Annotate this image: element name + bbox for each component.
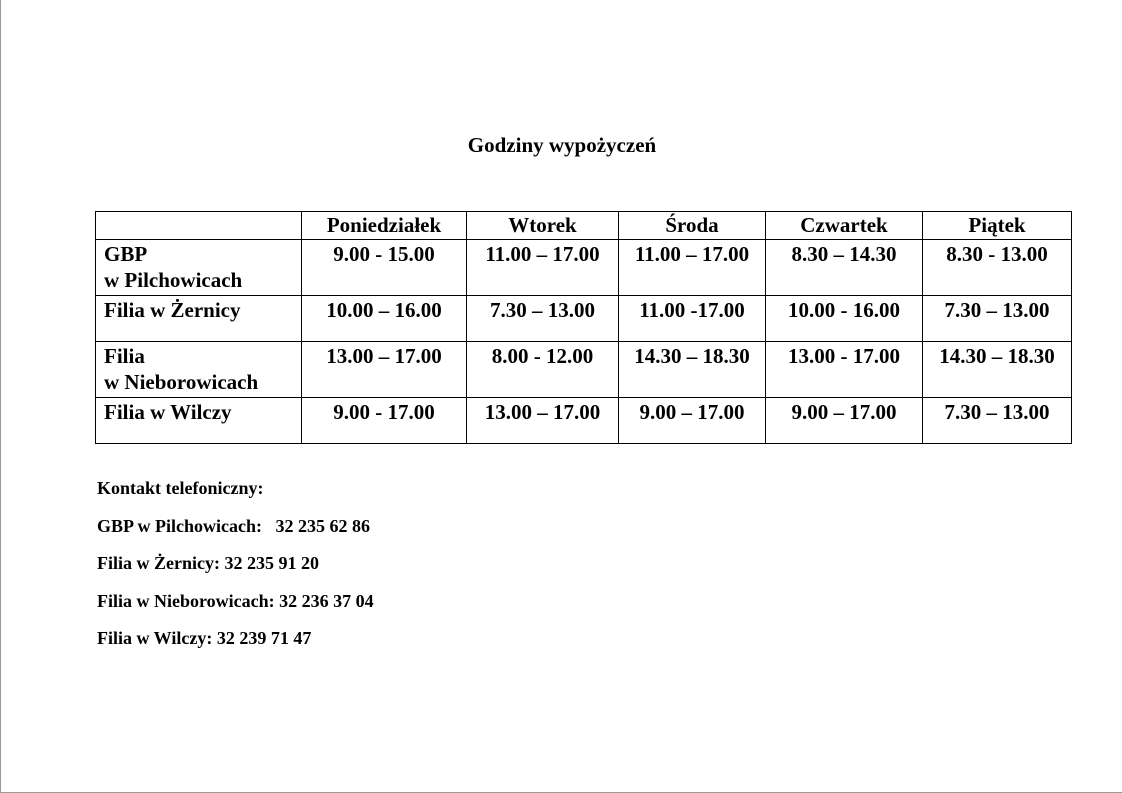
opening-hours-table — [95, 211, 1072, 444]
hours-cell-wednesday: 14.30 – 18.30 — [619, 342, 766, 398]
hours-cell-friday: 8.30 - 13.00 — [923, 240, 1072, 296]
hours-cell-thursday: 10.00 - 16.00 — [766, 296, 923, 342]
contact-item-wilcza: Filia w Wilczy: 32 239 71 47 — [97, 628, 312, 648]
page-title: Godziny wypożyczeń — [467, 133, 657, 157]
hours-cell-monday: 9.00 - 17.00 — [302, 398, 467, 444]
table-row — [96, 398, 1072, 444]
hours-cell-thursday: 13.00 - 17.00 — [766, 342, 923, 398]
hours-cell-wednesday: 9.00 – 17.00 — [619, 398, 766, 444]
branch-name: Filia w Żernicy — [104, 298, 241, 322]
contact-item-zernica: Filia w Żernicy: 32 235 91 20 — [97, 553, 319, 573]
branch-name: Filia — [104, 344, 145, 368]
table-header-tuesday: Wtorek — [467, 212, 619, 240]
branch-cell — [96, 342, 302, 398]
table-header-corner — [96, 212, 302, 240]
hours-cell-wednesday: 11.00 -17.00 — [619, 296, 766, 342]
branch-name-line2: w Pilchowicach — [104, 268, 243, 292]
table-row — [96, 240, 1072, 296]
hours-cell-monday: 10.00 – 16.00 — [302, 296, 467, 342]
branch-name: Filia w Wilczy — [104, 400, 232, 424]
branch-cell — [96, 240, 302, 296]
hours-cell-thursday: 8.30 – 14.30 — [766, 240, 923, 296]
table-header-thursday: Czwartek — [766, 212, 923, 240]
hours-cell-tuesday: 11.00 – 17.00 — [467, 240, 619, 296]
hours-cell-monday: 13.00 – 17.00 — [302, 342, 467, 398]
table-header-monday: Poniedziałek — [302, 212, 467, 240]
table-row — [96, 296, 1072, 342]
contact-section — [97, 477, 374, 665]
table-header-wednesday: Środa — [619, 212, 766, 240]
table-header-row — [96, 212, 1072, 240]
hours-cell-tuesday: 8.00 - 12.00 — [467, 342, 619, 398]
hours-cell-friday: 7.30 – 13.00 — [923, 296, 1072, 342]
table-header-friday: Piątek — [923, 212, 1072, 240]
branch-cell — [96, 398, 302, 444]
branch-name-line2: w Nieborowicach — [104, 370, 259, 394]
contact-item-nieborowice: Filia w Nieborowicach: 32 236 37 04 — [97, 590, 374, 611]
contact-item-pilchowice: GBP w Pilchowicach: 32 235 62 86 — [97, 515, 370, 536]
hours-cell-monday: 9.00 - 15.00 — [302, 240, 467, 296]
hours-cell-friday: 7.30 – 13.00 — [923, 398, 1072, 444]
table-row — [96, 342, 1072, 398]
hours-cell-tuesday: 7.30 – 13.00 — [467, 296, 619, 342]
contact-heading: Kontakt telefoniczny: — [97, 478, 264, 498]
hours-cell-friday: 14.30 – 18.30 — [923, 342, 1072, 398]
hours-cell-tuesday: 13.00 – 17.00 — [467, 398, 619, 444]
branch-name: GBP — [104, 242, 148, 266]
hours-cell-thursday: 9.00 – 17.00 — [766, 398, 923, 444]
branch-cell — [96, 296, 302, 342]
hours-cell-wednesday: 11.00 – 17.00 — [619, 240, 766, 296]
